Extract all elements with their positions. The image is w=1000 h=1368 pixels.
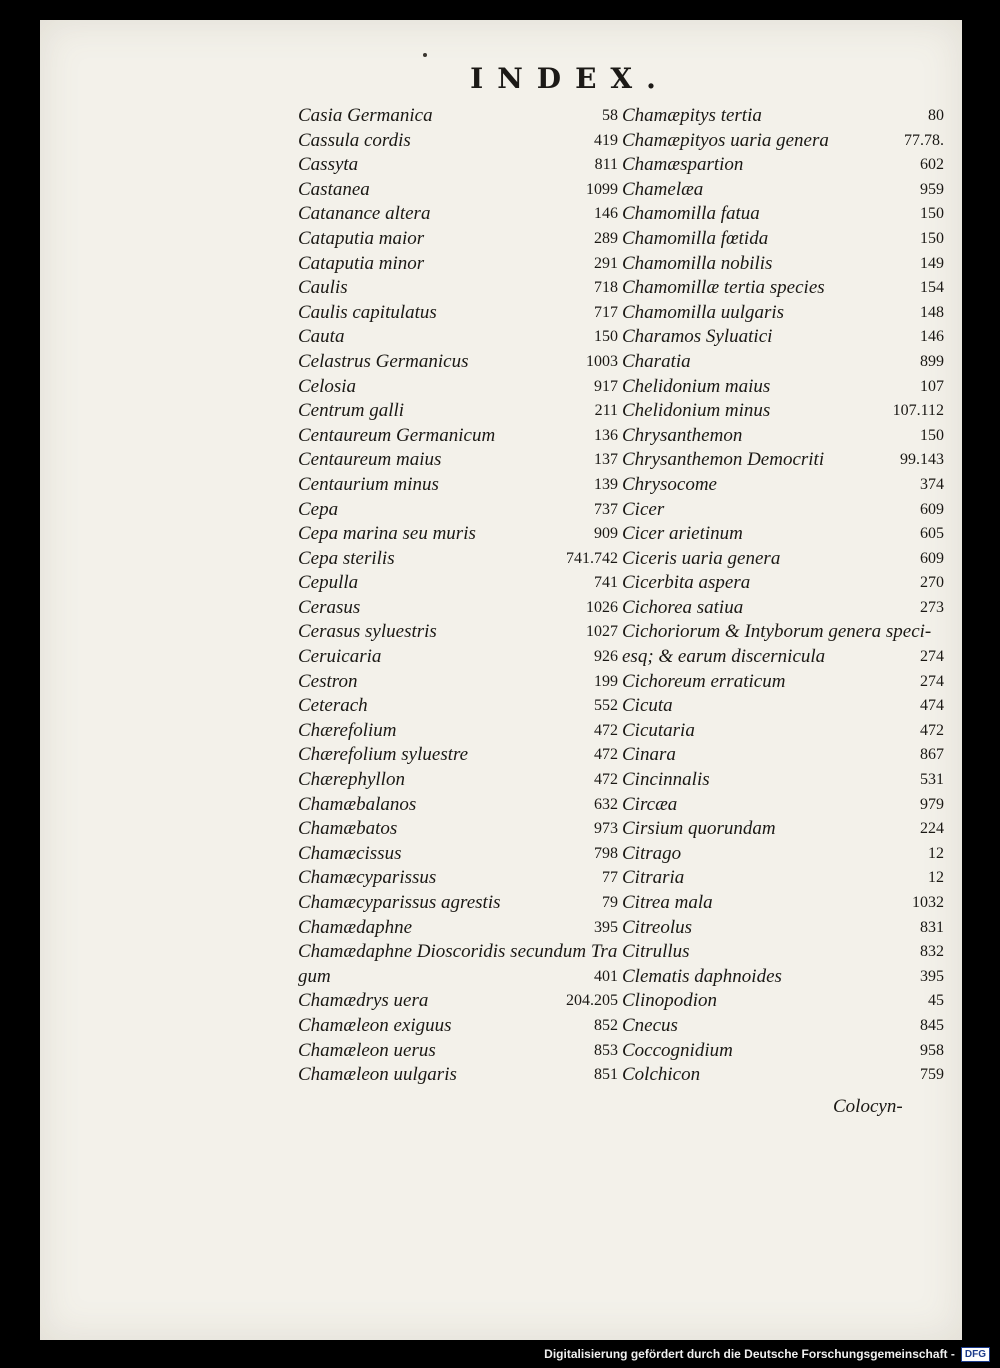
index-term: gum	[298, 965, 331, 987]
index-term: Chamomilla fœtida	[622, 227, 769, 249]
page-number: 926	[594, 648, 618, 666]
page-number: 149	[920, 254, 944, 272]
index-entry	[298, 965, 618, 990]
index-term: Centaureum maius	[298, 449, 442, 471]
index-entry	[298, 252, 618, 277]
page-number: 395	[594, 918, 618, 936]
page-number: 107	[920, 377, 944, 395]
index-entry	[298, 350, 618, 375]
index-term: Citreolus	[622, 916, 693, 938]
page-number: 798	[594, 844, 618, 862]
index-entry	[298, 620, 618, 645]
page-number: 605	[920, 525, 944, 543]
page-number: 289	[594, 229, 618, 247]
index-entry	[298, 375, 618, 400]
index-term: Celosia	[298, 375, 357, 397]
index-term: Clinopodion	[622, 990, 718, 1012]
index-term: Charatia	[622, 350, 691, 372]
page-number: 1032	[912, 894, 944, 911]
index-term: Chamædaphne	[298, 916, 412, 938]
index-term: Citrago	[622, 842, 682, 864]
index-term: Cichoriorum & Intyborum genera speci-	[622, 621, 932, 643]
index-term: Chamæspartion	[622, 154, 744, 176]
catchword: Colocyn-	[833, 1096, 903, 1117]
index-entry	[622, 375, 944, 400]
index-entry	[298, 1039, 618, 1064]
index-term: Cestron	[298, 670, 358, 692]
page-number: 845	[920, 1016, 944, 1034]
page-number: 1099	[586, 180, 618, 198]
page-number: 12	[928, 844, 944, 862]
index-entry	[298, 547, 618, 572]
index-term: Chrysocome	[622, 473, 717, 495]
index-entry	[622, 571, 944, 596]
index-term: Ceterach	[298, 695, 368, 717]
index-term: Caulis capitulatus	[298, 301, 437, 323]
index-entry	[298, 227, 618, 252]
page-number: 831	[920, 918, 944, 936]
page-number: 609	[920, 500, 944, 518]
index-term: Catanance altera	[298, 203, 431, 225]
index-entry	[622, 940, 944, 965]
index-entry	[298, 1063, 618, 1088]
page-number: 224	[920, 820, 944, 838]
page-number: 137	[594, 451, 618, 469]
index-term: Cicer arietinum	[622, 523, 743, 545]
footer-text: Digitalisierung gefördert durch die Deutsche Forschungsgemeinschaft -	[544, 1347, 955, 1361]
index-term: Chelidonium maius	[622, 375, 771, 397]
print-mark	[423, 53, 427, 57]
page-number: 80	[928, 107, 944, 124]
index-entry	[622, 645, 944, 670]
page-number: 154	[920, 279, 944, 297]
page-number: 274	[920, 648, 944, 666]
index-entry	[622, 1039, 944, 1064]
page-number: 973	[594, 820, 618, 838]
index-column-left	[298, 104, 618, 1088]
index-term: Chelidonium minus	[622, 400, 771, 422]
page-number: 853	[594, 1041, 618, 1059]
page-number: 401	[594, 967, 618, 985]
page-number: 148	[920, 303, 944, 321]
index-term: Cepa	[298, 498, 339, 520]
index-column-right	[622, 104, 944, 1088]
page-number: 146	[594, 205, 618, 223]
index-term: Colchicon	[622, 1064, 701, 1086]
page-number: 852	[594, 1016, 618, 1034]
page-number: 718	[594, 279, 618, 297]
index-entry	[298, 498, 618, 523]
page-number: 472	[920, 721, 944, 739]
index-term: Caulis	[298, 277, 348, 299]
page-number: 395	[920, 967, 944, 985]
index-term: Chærefolium	[298, 719, 397, 741]
index-entry	[298, 571, 618, 596]
index-term: Cataputia maior	[298, 227, 425, 249]
index-entry	[298, 129, 618, 154]
index-entry	[622, 227, 944, 252]
index-term: Coccognidium	[622, 1039, 733, 1061]
index-term: Chamæleon uulgaris	[298, 1064, 457, 1086]
index-entry	[298, 866, 618, 891]
page-number: 204.205	[566, 992, 618, 1010]
index-term: Chamomilla uulgaris	[622, 301, 785, 323]
page-number: 899	[920, 352, 944, 370]
page-number: 867	[920, 746, 944, 764]
page-number: 273	[920, 598, 944, 616]
page-number: 917	[594, 377, 618, 395]
index-entry	[298, 694, 618, 719]
page-number: 552	[594, 697, 618, 715]
dfg-logo: DFG	[961, 1347, 990, 1362]
index-entry	[622, 276, 944, 301]
index-entry	[622, 1063, 944, 1088]
page-number: 1026	[586, 598, 618, 616]
index-term: Cicuta	[622, 695, 673, 717]
index-entry	[622, 670, 944, 695]
page-number: 199	[594, 672, 618, 690]
index-term: Centaureum Germanicum	[298, 424, 496, 446]
index-entry	[298, 301, 618, 326]
index-entry	[298, 424, 618, 449]
index-entry	[622, 866, 944, 891]
index-term: Cauta	[298, 326, 345, 348]
index-entry	[298, 178, 618, 203]
index-term: Cichoreum erraticum	[622, 670, 786, 692]
index-entry	[298, 891, 618, 916]
page-number: 474	[920, 697, 944, 715]
index-entry	[622, 547, 944, 572]
index-term: Cassula cordis	[298, 129, 411, 151]
page-number: 741.742	[566, 549, 618, 567]
index-entry	[298, 842, 618, 867]
index-term: Cerasus	[298, 596, 361, 618]
index-entry	[298, 940, 618, 965]
index-term: Cassyta	[298, 154, 359, 176]
index-entry	[622, 252, 944, 277]
page-number: 909	[594, 525, 618, 543]
page-number: 77	[602, 869, 618, 887]
index-entry	[622, 522, 944, 547]
page-number: 12	[928, 869, 944, 887]
page-number: 211	[594, 402, 618, 420]
index-entry	[622, 989, 944, 1014]
index-entry	[298, 153, 618, 178]
index-entry	[298, 670, 618, 695]
page-number: 602	[920, 156, 944, 174]
page-number: 136	[594, 426, 618, 444]
index-term: Centrum galli	[298, 400, 405, 422]
page-number: 472	[594, 721, 618, 739]
page-number: 979	[920, 795, 944, 813]
index-entry	[298, 325, 618, 350]
index-term: Chamelæa	[622, 178, 704, 200]
index-entry	[298, 645, 618, 670]
index-entry	[622, 891, 944, 916]
index-entry	[622, 620, 944, 645]
index-term: Cepa sterilis	[298, 547, 395, 569]
index-term: Chamæbalanos	[298, 793, 417, 815]
index-term: Cepa marina seu muris	[298, 523, 476, 545]
index-entry	[622, 301, 944, 326]
index-entry	[622, 202, 944, 227]
index-term: Citraria	[622, 867, 685, 889]
page-number: 99.143	[900, 451, 944, 469]
footer-credit	[0, 1340, 1000, 1368]
index-term: Cicerbita aspera	[622, 572, 751, 594]
index-term: Chærephyllon	[298, 769, 405, 791]
page-number: 958	[920, 1041, 944, 1059]
index-entry	[298, 276, 618, 301]
page-number: 146	[920, 328, 944, 346]
index-term: Chærefolium syluestre	[298, 744, 469, 766]
page-number: 832	[920, 943, 944, 961]
index-entry	[298, 473, 618, 498]
page-number: 959	[920, 180, 944, 198]
page-number: 150	[920, 205, 944, 223]
index-entry	[622, 596, 944, 621]
index-entry	[298, 916, 618, 941]
page-number: 139	[594, 475, 618, 493]
index-term: Casia Germanica	[298, 105, 433, 126]
index-term: Cichorea satiua	[622, 596, 744, 618]
page-number: 274	[920, 672, 944, 690]
page-number: 811	[594, 156, 618, 174]
index-term: Chamomilla fatua	[622, 203, 760, 225]
index-entry	[622, 129, 944, 154]
index-term: Chamædrys uera	[298, 990, 429, 1012]
page-number: 632	[594, 795, 618, 813]
index-entry	[622, 1014, 944, 1039]
index-term: Chamæpityos uaria genera	[622, 129, 829, 151]
index-entry	[622, 768, 944, 793]
page-number: 77.78.	[904, 131, 944, 149]
index-term: Cinara	[622, 744, 676, 766]
index-term: esq; & earum discernicula	[622, 646, 826, 668]
index-term: Citrea mala	[622, 892, 713, 913]
index-term: Chamæleon uerus	[298, 1039, 436, 1061]
page-number: 531	[920, 771, 944, 789]
index-entry	[622, 104, 944, 129]
page-number: 737	[594, 500, 618, 518]
index-entry	[622, 399, 944, 424]
index-term: Cirsium quorundam	[622, 818, 776, 840]
index-term: Chamomilla nobilis	[622, 252, 773, 274]
index-entry	[622, 916, 944, 941]
index-term: Chamæcyparissus	[298, 867, 437, 889]
index-entry	[298, 719, 618, 744]
index-entry	[298, 104, 618, 129]
index-entry	[298, 399, 618, 424]
page-number: 717	[594, 303, 618, 321]
index-term: Cincinnalis	[622, 769, 710, 791]
index-entry	[298, 817, 618, 842]
page-number: 741	[594, 574, 618, 592]
index-entry	[622, 473, 944, 498]
page-number: 79	[602, 894, 618, 911]
index-term: Cerasus syluestris	[298, 621, 437, 643]
index-term: Chrysanthemon Democriti	[622, 449, 825, 471]
index-term: Clematis daphnoides	[622, 965, 782, 987]
index-term: Chamomillæ tertia species	[622, 277, 825, 299]
index-entry	[298, 989, 618, 1014]
index-term: Cepulla	[298, 572, 359, 594]
index-term: Ciceris uaria genera	[622, 547, 781, 569]
index-entry	[298, 202, 618, 227]
index-entry	[622, 178, 944, 203]
index-term: Cicutaria	[622, 719, 695, 741]
index-entry	[622, 817, 944, 842]
index-entry	[622, 153, 944, 178]
index-term: Chamæbatos	[298, 818, 398, 840]
page-number: 851	[594, 1066, 618, 1084]
page-title: INDEX.	[470, 62, 670, 95]
page-number: 150	[920, 426, 944, 444]
index-term: Chamæcissus	[298, 842, 402, 864]
index-entry	[298, 743, 618, 768]
index-entry	[622, 350, 944, 375]
index-entry	[622, 965, 944, 990]
page-number: 150	[920, 229, 944, 247]
index-entry	[622, 719, 944, 744]
index-term: Circæa	[622, 793, 678, 815]
index-term: Chamæleon exiguus	[298, 1014, 452, 1036]
index-entry	[298, 596, 618, 621]
page-number: 58	[602, 107, 618, 124]
page-number: 107.112	[892, 402, 944, 420]
index-term: Chrysanthemon	[622, 424, 743, 446]
index-entry	[298, 1014, 618, 1039]
page-number: 609	[920, 549, 944, 567]
index-term: Celastrus Germanicus	[298, 350, 469, 372]
index-entry	[298, 768, 618, 793]
index-term: Chamæpitys tertia	[622, 105, 762, 126]
index-term: Citrullus	[622, 941, 690, 963]
page-number: 472	[594, 771, 618, 789]
index-entry	[622, 325, 944, 350]
index-entry	[298, 793, 618, 818]
index-term: Chamædaphne Dioscoridis secundum Tra	[298, 941, 618, 963]
page-number: 150	[594, 328, 618, 346]
index-term: Ceruicaria	[298, 646, 382, 668]
index-entry	[622, 448, 944, 473]
index-entry	[622, 842, 944, 867]
index-entry	[622, 424, 944, 449]
index-entry	[622, 793, 944, 818]
page-number: 45	[928, 992, 944, 1010]
page-number: 270	[920, 574, 944, 592]
index-entry	[622, 743, 944, 768]
index-term: Cataputia minor	[298, 252, 425, 274]
page-number: 1003	[586, 352, 618, 370]
index-term: Chamæcyparissus agrestis	[298, 892, 501, 913]
index-entry	[298, 448, 618, 473]
page-number: 419	[594, 131, 618, 149]
index-term: Charamos Syluatici	[622, 326, 773, 348]
page-number: 1027	[586, 623, 618, 641]
page-number: 472	[594, 746, 618, 764]
page-number: 291	[594, 254, 618, 272]
index-entry	[298, 522, 618, 547]
page-number: 374	[920, 475, 944, 493]
index-term: Cnecus	[622, 1014, 678, 1036]
index-term: Centaurium minus	[298, 473, 439, 495]
index-entry	[622, 498, 944, 523]
index-entry	[622, 694, 944, 719]
index-term: Castanea	[298, 178, 370, 200]
index-term: Cicer	[622, 498, 665, 520]
page-number: 759	[920, 1066, 944, 1084]
